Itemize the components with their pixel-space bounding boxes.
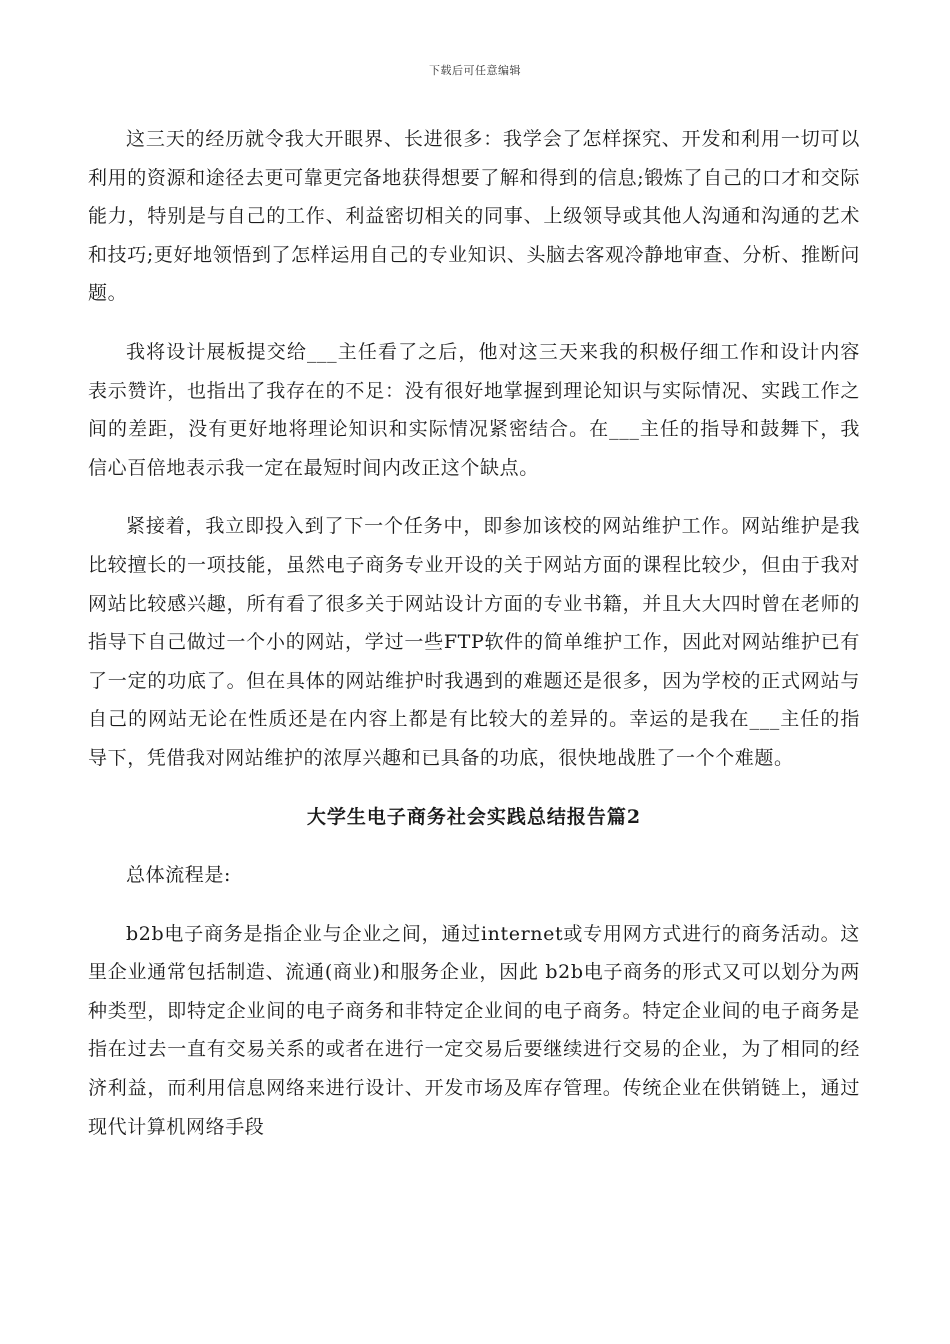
document-body xyxy=(88,120,860,1166)
paragraph-experience: 这三天的经历就令我大开眼界、长进很多：我学会了怎样探究、开发和利用一切可以利用的资源和途径去更可靠更完备地获得想要了解和得到的信息;锻炼了自己的口才和交际能力，特别是与自己的工作、利益密切相关的同事、上级领导或其他人沟通和沟通的艺术和技巧;更好地领悟到了怎样运用自己的专业知识、头脑去客观冷静地审查、分析、推断问题。 xyxy=(88,128,860,305)
paragraph-feedback: 我将设计展板提交给___主任看了之后，他对这三天来我的积极仔细工作和设计内容表示赞许，也指出了我存在的不足：没有很好地掌握到理论知识与实际情况、实践工作之间的差距，没有更好地将理论知识和实际情况紧密结合。在___主任的指导和鼓舞下，我信心百倍地表示我一定在最短时间内改正这个缺点。 xyxy=(88,340,860,479)
paragraph-website-maintenance: 紧接着，我立即投入到了下一个任务中，即参加该校的网站维护工作。网站维护是我比较擅长的一项技能，虽然电子商务专业开设的关于网站方面的课程比较少，但由于我对网站比较感兴趣，所有看了很多关于网站设计方面的专业书籍，并且大大四时曾在老师的指导下自己做过一个小的网站，学过一些FTP软件的简单维护工作，因此对网站维护已有了一定的功底了。但在具体的网站维护时我遇到的难题还是很多，因为学校的正式网站与自己的网站无论在性质还是在内容上都是有比较大的差异的。幸运的是我在___主任的指导下，凭借我对网站维护的浓厚兴趣和已具备的功底，很快地战胜了一个个难题。 xyxy=(88,515,860,769)
section-heading: 大学生电子商务社会实践总结报告篇2 xyxy=(306,805,642,828)
paragraph-b2b: b2b电子商务是指企业与企业之间，通过internet或专用网方式进行的商务活动。这里企业通常包括制造、流通(商业)和服务企业，因此 b2b电子商务的形式又可以划分为两种类型，即特定企业间的电子商务和非特定企业间的电子商务。特定企业间的电子商务是指在过去一直有交易关系的或者在进行一定交易后要继续进行交易的企业，为了相同的经济利益，而利用信息网络来进行设计、开发市场及库存管理。传统企业在供销链上，通过现代计算机网络手段 xyxy=(88,922,860,1138)
header-note: 下载后可任意编辑 xyxy=(429,64,521,77)
paragraph-overall-process: 总体流程是: xyxy=(126,864,232,887)
